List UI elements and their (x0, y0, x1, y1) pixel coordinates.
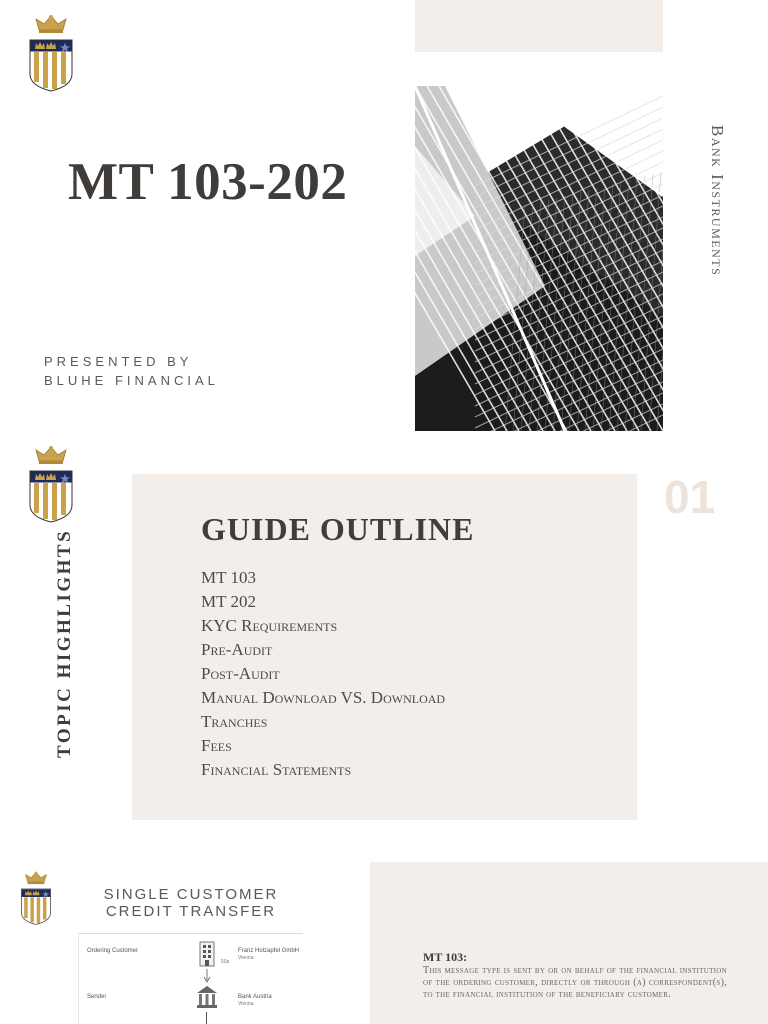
topic-highlights-vertical-label (52, 528, 82, 758)
office-building-icon (197, 940, 217, 968)
presented-by-label: PRESENTED BY (44, 354, 193, 369)
credit-transfer-title (80, 886, 302, 920)
mt103-title: MT 103: (423, 950, 468, 964)
bank-instruments-vertical-label (707, 125, 727, 310)
list-item: Financial Statements (201, 760, 352, 779)
bank-instruments-text: Bank Instruments (708, 125, 727, 277)
outline-list (201, 566, 445, 782)
header-accent-block (415, 0, 663, 52)
royal-crest-icon (28, 14, 74, 92)
ordering-entity-name: Franz Holzapfel GmbH (238, 948, 300, 954)
list-item: Tranches (201, 712, 268, 731)
royal-crest-icon (20, 870, 52, 926)
sender-label: Sender (87, 994, 107, 1000)
page-number: 01 (664, 471, 716, 523)
down-arrow-icon (203, 969, 211, 983)
outline-heading: GUIDE OUTLINE (201, 511, 475, 547)
list-item: KYC Requirements (201, 616, 338, 635)
list-item: Fees (201, 736, 232, 755)
royal-crest-icon (28, 445, 74, 523)
credit-transfer-title-line2: CREDIT TRANSFER (105, 903, 277, 920)
list-item: MT 103 (201, 568, 256, 587)
transfer-flow-diagram (78, 933, 303, 1024)
list-item: Post-Audit (201, 664, 280, 683)
skyscraper-photo (415, 86, 663, 431)
list-item: Manual Download VS. Download (201, 688, 446, 707)
topic-highlights-text: TOPIC HIGHLIGHTS (54, 528, 75, 758)
connector-line (206, 1012, 207, 1024)
company-name: BLUHE FINANCIAL (44, 373, 219, 388)
ordering-entity-city: Vienna (238, 955, 254, 961)
sender-bank-city: Vienna (238, 1001, 254, 1007)
sender-bank-name: Bank Austria (238, 994, 272, 1000)
presenter-block (44, 352, 219, 390)
field-code-label: 50a (221, 959, 230, 965)
list-item: MT 202 (201, 592, 256, 611)
ordering-customer-label: Ordering Customer (87, 948, 139, 954)
document-title: MT 103-202 (68, 153, 348, 211)
credit-transfer-title-line1: SINGLE CUSTOMER (103, 886, 279, 903)
bank-icon (195, 984, 219, 1010)
list-item: Pre-Audit (201, 640, 273, 659)
mt103-description: This message type is sent by or on behalf of the financial institution of the ordering customer, directly or through (a) correspondent(s), to the financial institution of the beneficiary customer. (423, 965, 727, 1000)
